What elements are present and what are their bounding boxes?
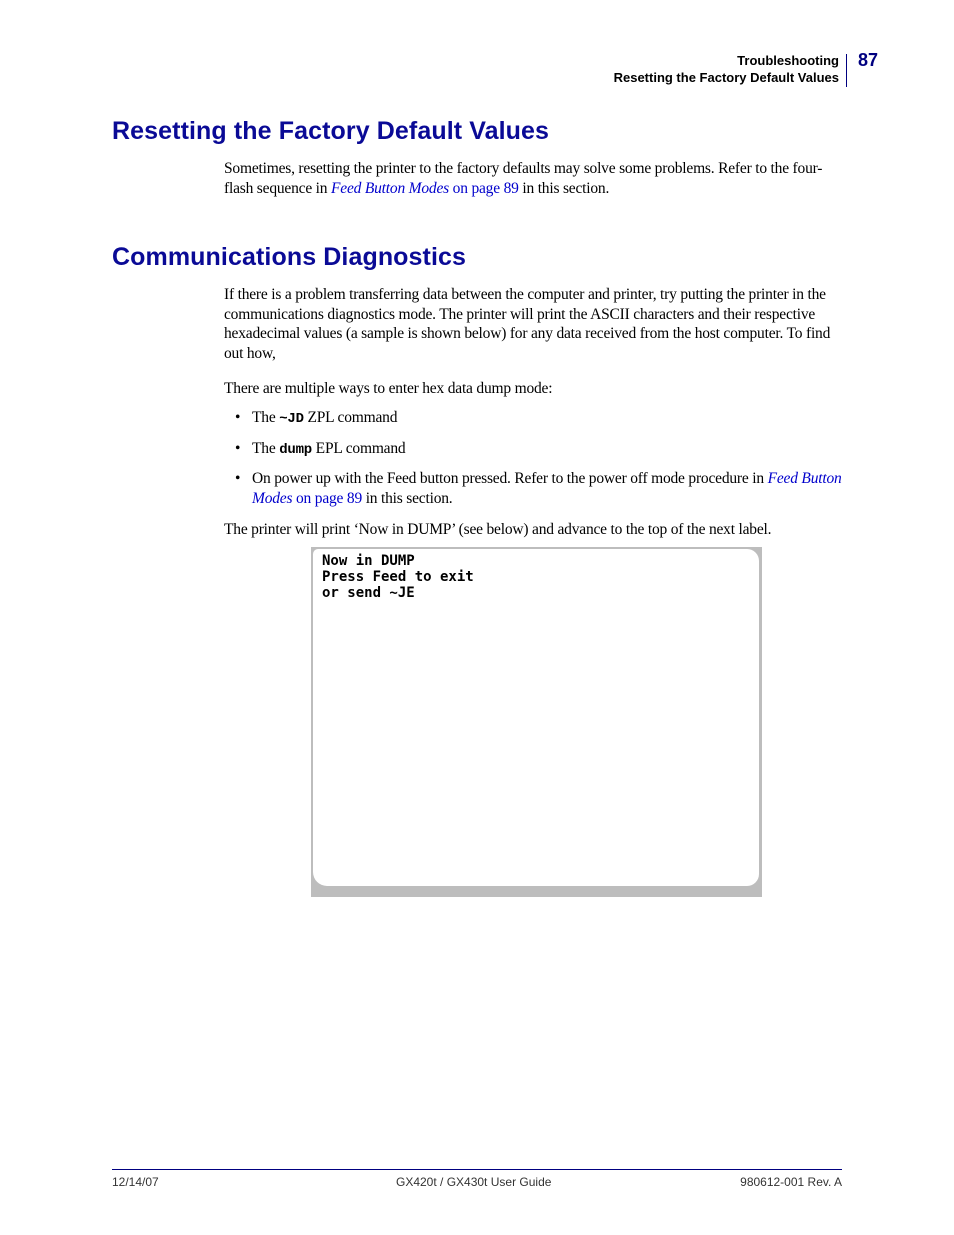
bullet-icon: •	[235, 409, 241, 426]
label-line-2: Press Feed to exit	[322, 569, 474, 585]
feed-button-modes-link[interactable]	[331, 180, 519, 197]
header-divider	[846, 54, 847, 87]
header-section: Resetting the Factory Default Values	[613, 70, 839, 85]
footer-date: 12/14/07	[112, 1175, 159, 1189]
reset-text-after: in this section.	[518, 179, 610, 197]
label-line-1: Now in DUMP	[322, 553, 415, 569]
bullet-icon: •	[235, 439, 241, 457]
list-item: • The ~JD ZPL command	[235, 409, 398, 427]
footer-divider	[112, 1169, 842, 1170]
page-number: 87	[858, 50, 879, 70]
code-jd: ~JD	[279, 411, 304, 427]
bullet-icon: •	[235, 470, 241, 488]
dump-label-sample	[311, 547, 762, 897]
label-surface	[313, 549, 759, 886]
code-dump: dump	[279, 441, 312, 458]
list-item: • The dump EPL command	[235, 439, 406, 458]
diagnostics-intro: If there is a problem transferring data between the computer and printer, try putting the printer in the communications diagnostics mode. The printer will print the ASCII characters and their respective hexadecimal values (a sample is shown below) for any data received from the host computer. To find out how,	[224, 286, 831, 363]
ways-intro: There are multiple ways to enter hex data dump mode:	[224, 380, 553, 397]
section-title-diagnostics: Communications Diagnostics	[112, 243, 467, 271]
footer-doc-number: 980612-001 Rev. A	[740, 1175, 842, 1189]
link-title: Feed Button Modes	[331, 179, 449, 197]
label-text	[322, 553, 474, 601]
footer-guide-title: GX420t / GX430t User Guide	[396, 1175, 552, 1189]
dump-mode-list	[224, 408, 844, 509]
header-chapter: Troubleshooting	[737, 53, 839, 68]
label-line-3: or send ~JE	[322, 585, 415, 601]
reset-paragraph	[224, 159, 844, 198]
link-page: on page 89	[292, 490, 363, 508]
link-page: on page 89	[449, 179, 519, 197]
reset-text-before: Sometimes, resetting the printer to the factory defaults may solve some problems. Refer to the four-flash sequence in	[224, 160, 823, 197]
list-item: • On power up with the Feed button pressed. Refer to the power off mode procedure in Feed Button Modes on page 89 in this section.	[235, 470, 842, 508]
link-title: Feed Button Modes	[252, 470, 842, 508]
closing-paragraph: The printer will print ‘Now in DUMP’ (see below) and advance to the top of the next label.	[224, 521, 772, 538]
section-title-reset: Resetting the Factory Default Values	[112, 117, 550, 145]
running-header	[614, 52, 839, 86]
